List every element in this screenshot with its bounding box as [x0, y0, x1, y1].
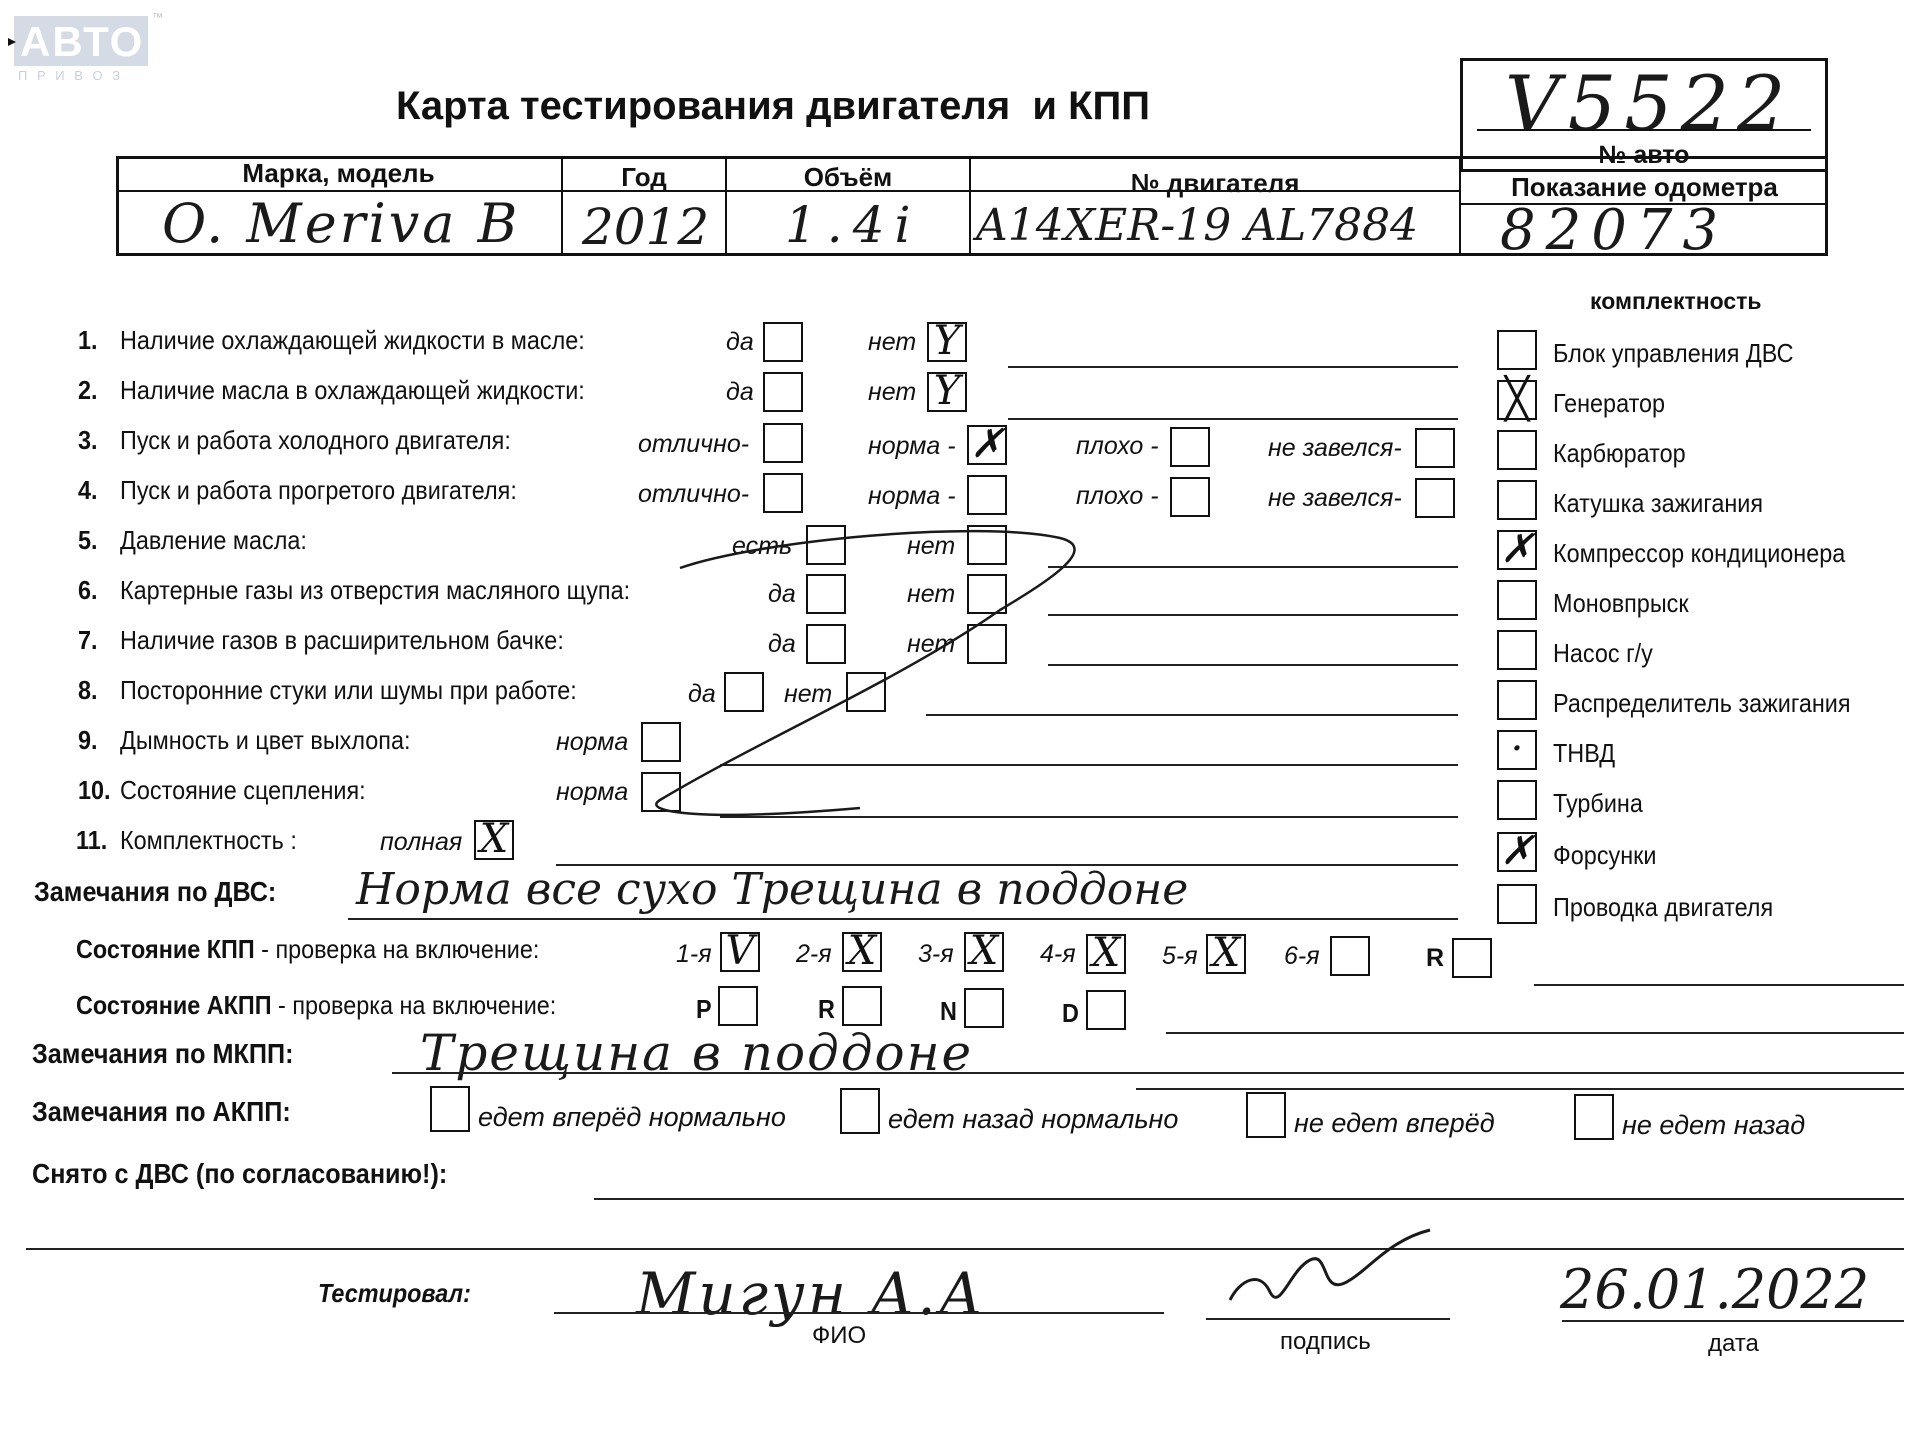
header-col-make: Марка, модель: [242, 158, 435, 188]
date-caption: дата: [1708, 1330, 1759, 1357]
option-label: да: [726, 378, 754, 406]
gear-checkbox[interactable]: [964, 928, 1004, 974]
completeness-label: Карбюратор: [1553, 438, 1686, 468]
completeness-label: Генератор: [1553, 388, 1666, 418]
option-label: отлично-: [638, 430, 750, 458]
header-col-engine-no: № двигателя: [1130, 168, 1300, 198]
option-mark: Y: [933, 318, 961, 364]
kpp-label-bold: Состояние КПП: [76, 934, 255, 964]
question-text: Наличие газов в расширительном бачке:: [120, 625, 564, 655]
akpp-remark-option: не едет вперёд: [1294, 1108, 1495, 1138]
signature-mark: [1200, 1220, 1460, 1330]
gear-checkbox[interactable]: [1086, 930, 1126, 976]
completeness-label: Турбина: [1553, 788, 1643, 818]
option-label: не завелся-: [1268, 434, 1402, 462]
gear-checkbox[interactable]: [720, 928, 760, 974]
option-label: нет: [907, 580, 956, 608]
completeness-label: Распределитель зажигания: [1553, 688, 1851, 718]
question-number: 6.: [78, 575, 98, 605]
question-number: 9.: [78, 725, 98, 755]
name-caption: ФИО: [812, 1322, 867, 1349]
gear-mark: V: [725, 928, 755, 974]
question-number: 8.: [78, 675, 98, 705]
option-label: нет: [907, 532, 956, 560]
akpp-remark-checkbox[interactable]: [1246, 1092, 1286, 1138]
tester-name: Мигун А.А: [636, 1260, 986, 1328]
akpp-remark-option: едет назад нормально: [888, 1104, 1179, 1134]
question-text: Посторонние стуки или шумы при работе:: [120, 675, 577, 705]
akpp-label: [76, 990, 556, 1021]
question-text: Давление масла:: [120, 525, 307, 555]
remarks-mkpp-value: Трещина в поддоне: [420, 1024, 974, 1082]
gear-checkbox[interactable]: [1330, 936, 1370, 976]
completeness-label: ТНВД: [1553, 738, 1616, 768]
option-label: не завелся-: [1268, 484, 1402, 512]
akpp-mode-checkbox[interactable]: [1086, 990, 1126, 1030]
option-label: да: [726, 328, 754, 356]
completeness-mark: ╳: [1504, 376, 1530, 422]
option-label: нет: [907, 630, 956, 658]
option-mark: X: [479, 816, 509, 862]
remarks-dvs-value: Норма все сухо Трещина в поддоне: [356, 864, 1189, 915]
option-label: нет: [868, 328, 917, 356]
removed-label: Снято с ДВС (по согласованию!):: [32, 1158, 448, 1189]
gear-label: 1-я: [676, 940, 712, 968]
completeness-mark: ✗: [1500, 828, 1534, 874]
akpp-remark-checkbox[interactable]: [1574, 1094, 1614, 1140]
option-label: да: [768, 580, 796, 608]
completeness-label: Проводка двигателя: [1553, 892, 1774, 922]
option-label: нет: [784, 680, 833, 708]
akpp-mode-checkbox[interactable]: [964, 988, 1004, 1028]
gear-label: 3-я: [918, 940, 954, 968]
gear-label: R: [1426, 944, 1445, 972]
question-number: 2.: [78, 375, 98, 405]
test-date: 26.01.2022: [1560, 1258, 1870, 1321]
option-label: отлично-: [638, 480, 750, 508]
completeness-label: Моновпрыск: [1553, 588, 1689, 618]
question-number: 11.: [76, 825, 108, 855]
header-col-volume: Объём: [803, 162, 893, 192]
akpp-mode-label: D: [1062, 998, 1079, 1028]
value-engine-no: A14XER-19 AL7884: [976, 200, 1419, 251]
akpp-remark-checkbox[interactable]: [430, 1086, 470, 1132]
akpp-remark-checkbox[interactable]: [840, 1088, 880, 1134]
option-label: нет: [868, 378, 917, 406]
akpp-mode-label: N: [940, 996, 957, 1026]
gear-mark: X: [1211, 930, 1241, 976]
completeness-label: Катушка зажигания: [1553, 488, 1764, 518]
option-label: норма: [556, 778, 629, 806]
question-number: 3.: [78, 425, 98, 455]
completeness-label: Насос г/у: [1553, 638, 1653, 668]
gear-label: 2-я: [796, 940, 832, 968]
option-label: норма -: [868, 482, 956, 510]
akpp-remark-option: не едет назад: [1622, 1110, 1806, 1140]
option-label: норма -: [868, 432, 956, 460]
completeness-title: комплектность: [1590, 288, 1762, 314]
gear-label: 5-я: [1162, 942, 1198, 970]
value-odometer: 82073: [1500, 198, 1729, 263]
kpp-label-rest: - проверка на включение:: [254, 934, 540, 964]
gear-mark: X: [969, 928, 999, 974]
logo-main-text: АВТО: [20, 18, 145, 65]
completeness-mark: ✗: [1500, 526, 1534, 572]
akpp-mode-checkbox[interactable]: [842, 986, 882, 1026]
value-year: 2012: [582, 198, 710, 256]
option-label: полная: [380, 828, 463, 856]
car-number-label: № авто: [1598, 141, 1690, 169]
completeness-mark: ·: [1510, 726, 1524, 772]
question-number: 10.: [78, 775, 111, 805]
gear-checkbox[interactable]: [842, 928, 882, 974]
logo-tm: ™: [152, 12, 163, 24]
option-label: плохо -: [1076, 482, 1159, 510]
option-label: плохо -: [1076, 432, 1159, 460]
gear-label: 4-я: [1040, 940, 1076, 968]
option-label: норма: [556, 728, 629, 756]
question-text: Наличие масла в охлаждающей жидкости:: [120, 375, 585, 405]
completeness-label: Компрессор кондиционера: [1553, 538, 1846, 568]
akpp-mode-label: R: [818, 994, 835, 1024]
gear-checkbox[interactable]: [1452, 938, 1492, 978]
car-number-value: V5522: [1505, 59, 1794, 148]
question-text: Дымность и цвет выхлопа:: [120, 725, 411, 755]
question-text: Наличие охлаждающей жидкости в масле:: [120, 325, 585, 355]
completeness-label: Форсунки: [1553, 840, 1657, 870]
question-number: 4.: [78, 475, 98, 505]
question-text: Комплектность :: [120, 825, 297, 855]
header-col-year: Год: [621, 162, 667, 192]
remarks-mkpp-label: Замечания по МКПП:: [32, 1038, 294, 1069]
question-number: 5.: [78, 525, 98, 555]
gear-label: 6-я: [1284, 942, 1320, 970]
gear-mark: X: [847, 928, 877, 974]
value-make: O. Meriva B: [162, 192, 521, 255]
question-text: Картерные газы из отверстия масляного щупа:: [120, 575, 631, 605]
header-col-odometer: Показание одометра: [1511, 172, 1778, 202]
question-text: Пуск и работа холодного двигателя:: [120, 425, 511, 455]
page-title: Карта тестирования двигателя и КПП: [396, 84, 1151, 128]
gear-mark: X: [1091, 930, 1121, 976]
option-label: да: [688, 680, 716, 708]
signature-caption: подпись: [1280, 1328, 1371, 1355]
akpp-mode-checkbox[interactable]: [718, 986, 758, 1026]
option-mark: Y: [933, 368, 961, 414]
tested-by-label: Тестировал:: [318, 1278, 471, 1308]
logo-sub-text: П Р И В О З: [18, 68, 124, 83]
gear-checkbox[interactable]: [1206, 930, 1246, 976]
value-volume: 1.4i: [785, 196, 921, 254]
question-text: Пуск и работа прогретого двигателя:: [120, 475, 517, 505]
remarks-akpp-label: Замечания по АКПП:: [32, 1096, 291, 1127]
akpp-label-rest: - проверка на включение:: [271, 990, 557, 1020]
question-number: 1.: [78, 325, 98, 355]
akpp-label-bold: Состояние АКПП: [76, 990, 272, 1020]
completeness-label: Блок управления ДВС: [1553, 338, 1794, 368]
remarks-dvs-label: Замечания по ДВС:: [34, 876, 277, 907]
option-mark: ✗: [970, 421, 1004, 467]
akpp-remark-option: едет вперёд нормально: [478, 1102, 786, 1132]
akpp-mode-label: P: [696, 994, 712, 1024]
option-label: есть: [732, 532, 793, 560]
kpp-label: [76, 934, 539, 965]
question-number: 7.: [78, 625, 98, 655]
option-label: да: [768, 630, 796, 658]
question-text: Состояние сцепления:: [120, 775, 366, 805]
